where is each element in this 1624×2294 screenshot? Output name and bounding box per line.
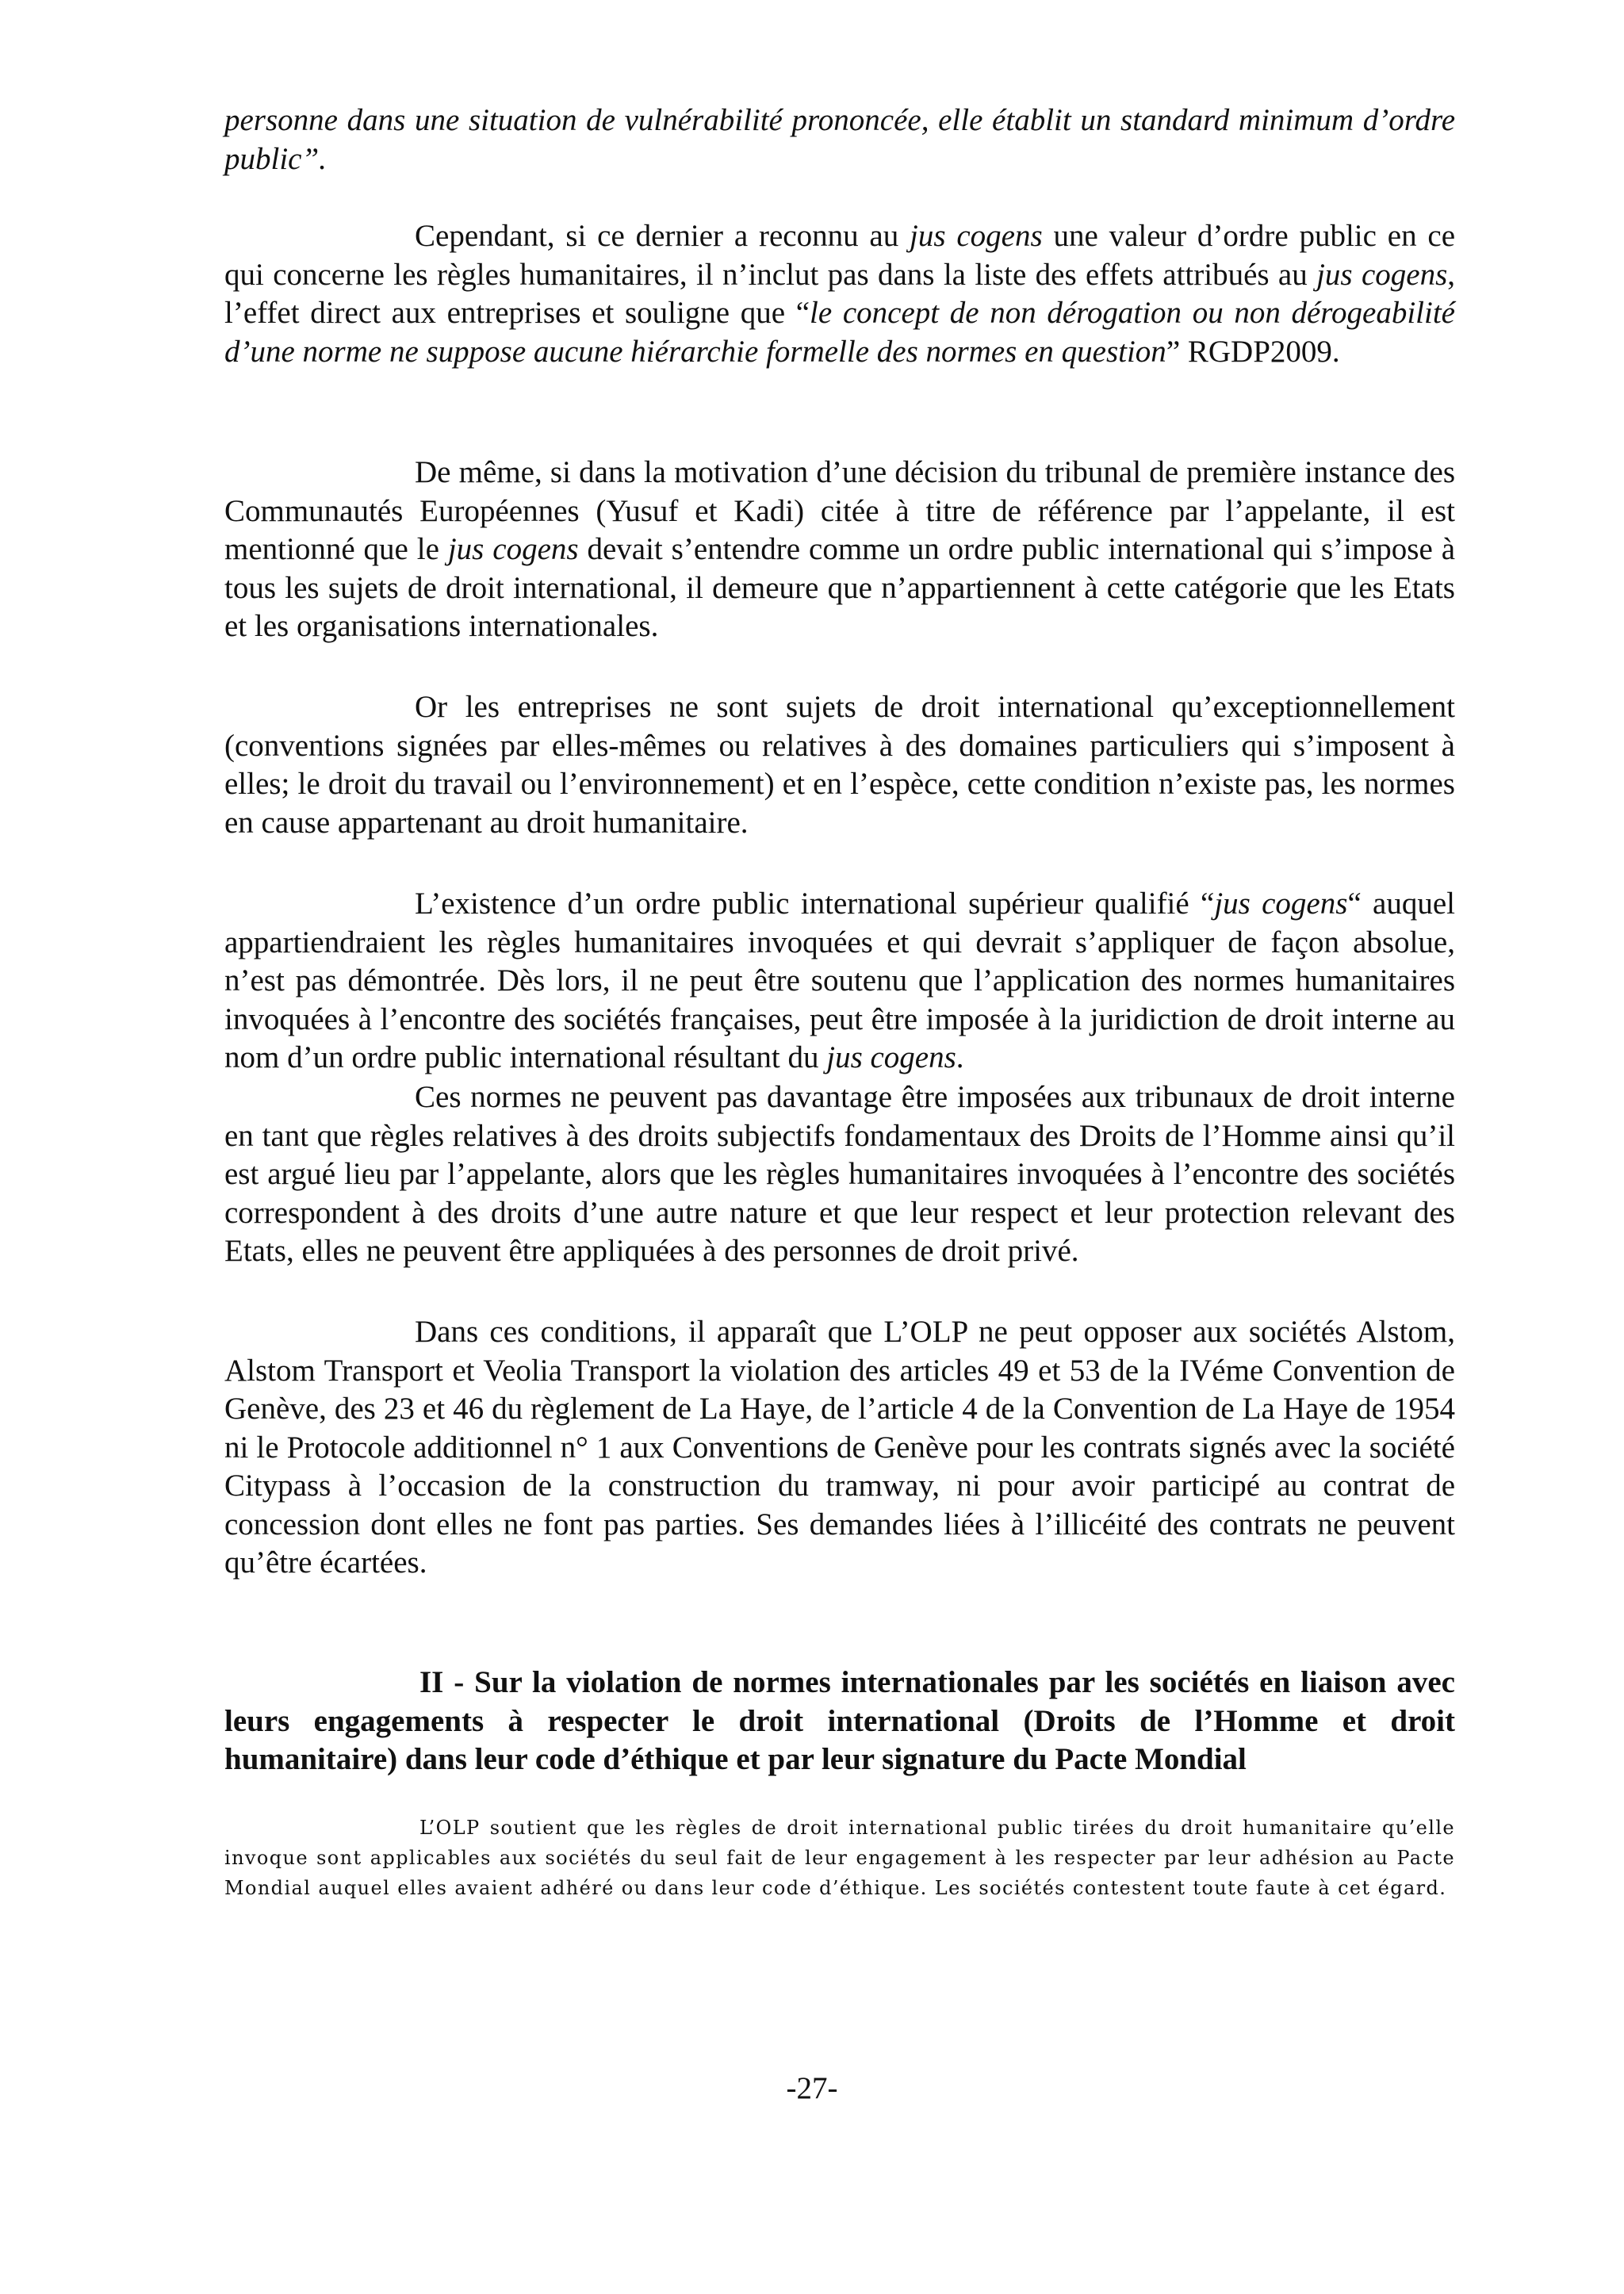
paragraph-entreprises-sujets: [224, 688, 1455, 842]
paragraph-yusuf-kadi: [224, 454, 1455, 646]
paragraph-conclusion-olp: [224, 1313, 1455, 1583]
italic-term: jus cogens: [1214, 887, 1348, 921]
paragraph-droits-subjectifs: [224, 1078, 1455, 1271]
text-span: L’OLP soutient que les règles de droit international public tirées du droit humanitaire qu’elle invoque sont applicables aux sociétés du seul fait de leur engagement à les respecter par leur adhésion au Pacte Mondial auquel elles avaient adhéré ou dans leur code d’éthique. Les sociétés contestent toute faute à cet égard.: [224, 1817, 1455, 1899]
paragraph-quote-end: [224, 101, 1455, 178]
italic-term: jus cogens: [1316, 257, 1448, 292]
heading-text: II - Sur la violation de normes internationales par les sociétés en liaison avec leurs engagements à respecter le droit international (Droits de l’Homme et droit humanitaire) dans leur code d’éthique et par leur signature du Pacte Mondial: [224, 1665, 1455, 1776]
italic-term: jus cogens: [826, 1040, 956, 1074]
text-span: .: [956, 1040, 964, 1074]
page-number: -27-: [786, 2071, 838, 2105]
text-span: L’existence d’un ordre public international supérieur qualifié “: [415, 887, 1215, 921]
text-span: Ces normes ne peuvent pas davantage être imposées aux tribunaux de droit interne en tant que règles relatives à des droits subjectifs fondamentaux des Droits de l’Homme ainsi qu’il est argué lieu par l’appelante, alors que les règles humanitaires invoquées à l’encontre des sociétés correspondent à des droits d’une autre nature et que leur respect et leur protection relevant des Etats, elles ne peuvent être appliquées à des personnes de droit privé.: [224, 1080, 1455, 1268]
paragraph-ordre-public-international: [224, 885, 1455, 1078]
text-span: Dans ces conditions, il apparaît que L’OLP ne peut opposer aux sociétés Alstom, Alstom Transport et Veolia Transport la violation des articles 49 et 53 de la IVéme Convention de Genève, des 23 et 46 du règlement de La Haye, de l’article 4 de la Convention de La Haye de 1954 ni le Protocole additionnel n° 1 aux Conventions de Genève pour les contrats signés avec la société Citypass à l’occasion de la construction du tramway, ni pour avoir participé au contrat de concession dont elles ne font pas parties. Ses demandes liées à l’illicéité des contrats ne peuvent qu’être écartées.: [224, 1315, 1455, 1580]
italic-term: jus cogens: [447, 532, 579, 566]
text-span: une valeur d’ordre public en ce qui concerne les règles humanitaires, il n’inclut pas dans la liste des effets attribués au: [224, 219, 1456, 292]
section-heading-ii: [224, 1664, 1455, 1779]
text-span: personne dans une situation de vulnérabilité prononcée, elle établit un standard minimum d’ordre public”.: [224, 103, 1455, 176]
paragraph-olp-soutient: [224, 1813, 1455, 1903]
italic-quote: le concept de non dérogation ou non dérogeabilité d’une norme ne suppose aucune hiérarchie formelle des normes en question: [224, 296, 1455, 369]
text-span: , l’effet direct aux entreprises et souligne que “: [224, 257, 1455, 330]
text-span: Or les entreprises ne sont sujets de droit international qu’exceptionnellement (conventions signées par elles-mêmes ou relatives à des domaines particuliers qui s’imposent à elles; le droit du travail ou l’environnement) et en l’espèce, cette condition n’existe pas, les normes en cause appartenant au droit humanitaire.: [224, 690, 1455, 840]
paragraph-jus-cogens-rgdp: [224, 217, 1455, 371]
text-span: De même, si dans la motivation d’une décision du tribunal de première instance des Communautés Européennes (Yusuf et Kadi) citée à titre de référence par l’appelante, il est mentionné que le: [224, 455, 1455, 566]
text-span: ” RGDP2009.: [1166, 334, 1340, 369]
text-span: “ auquel appartiendraient les règles humanitaires invoquées et qui devrait s’appliquer de façon absolue, n’est pas démontrée. Dès lors, il ne peut être soutenu que l’application des normes humanitaires invoquées à l’encontre des sociétés françaises, peut être imposée à la juridiction de droit interne au nom d’un ordre public international résultant du: [224, 887, 1456, 1074]
text-span: Cependant, si ce dernier a reconnu au: [415, 219, 910, 253]
italic-term: jus cogens: [910, 219, 1043, 253]
text-span: devait s’entendre comme un ordre public international qui s’impose à tous les sujets de droit international, il demeure que n’appartiennent à cette catégorie que les Etats et les organisations internationales.: [224, 532, 1456, 643]
